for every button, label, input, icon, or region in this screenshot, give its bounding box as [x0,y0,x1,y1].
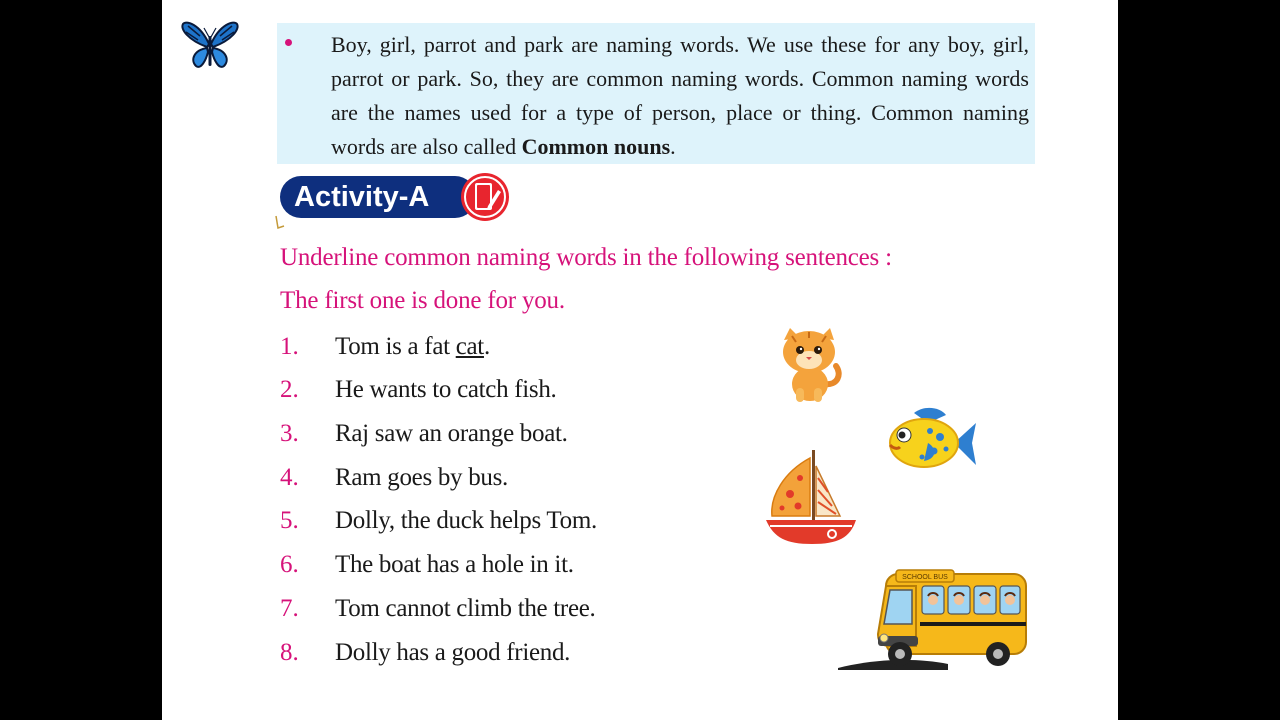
exercise-number: 5. [280,507,299,534]
stray-mark [274,214,286,230]
exercise-number: 8. [280,639,299,666]
bullet-point [285,39,292,46]
common-nouns-term: Common nouns [521,134,671,159]
exercise-sentence: Ram goes by bus. [335,464,508,491]
exercise-number: 4. [280,464,299,491]
exercise-sentence [335,333,490,361]
sentence-start: Tom is a fat [335,333,456,360]
fish-illustration [884,403,980,483]
definition-text [331,28,1029,164]
sailboat-illustration [766,446,858,550]
activity-pill [280,176,476,218]
butterfly-icon [180,20,240,72]
school-bus-illustration [838,566,1030,672]
sentence-end: . [483,333,490,360]
instruction-line-2: The first one is done for you. [280,287,565,314]
exercise-sentence: He wants to catch fish. [335,376,557,403]
underlined-word: cat [455,333,484,360]
exercise-sentence: Dolly, the duck helps Tom. [335,507,597,534]
exercise-sentence: Dolly has a good friend. [335,639,571,666]
exercise-number: 3. [280,420,299,447]
definition-box [277,23,1035,164]
worksheet-page [162,0,1118,720]
activity-label: Activity-A [294,181,430,213]
activity-badge [280,172,516,222]
bus-sign: SCHOOL BUS [902,574,948,581]
instruction-line-1: Underline common naming words in the following sentences : [280,244,892,271]
definition-text-end: . [670,134,676,159]
exercise-number: 6. [280,551,299,578]
exercise-sentence: The boat has a hole in it. [335,551,574,578]
exercise-number: 2. [280,376,299,403]
definition-text-part: Boy, girl, parrot and park are naming words. We use these for any boy, girl, parrot or park. So, they are common naming words. Common naming words are the names used for a type of person, place or thing. Common naming words are also called [331,32,1029,159]
exercise-sentence: Raj saw an orange boat. [335,420,568,447]
exercise-number: 1. [280,333,299,360]
exercise-number: 7. [280,595,299,622]
cat-illustration [774,326,846,406]
pencil-notebook-icon [458,172,512,222]
exercise-sentence: Tom cannot climb the tree. [335,595,596,622]
